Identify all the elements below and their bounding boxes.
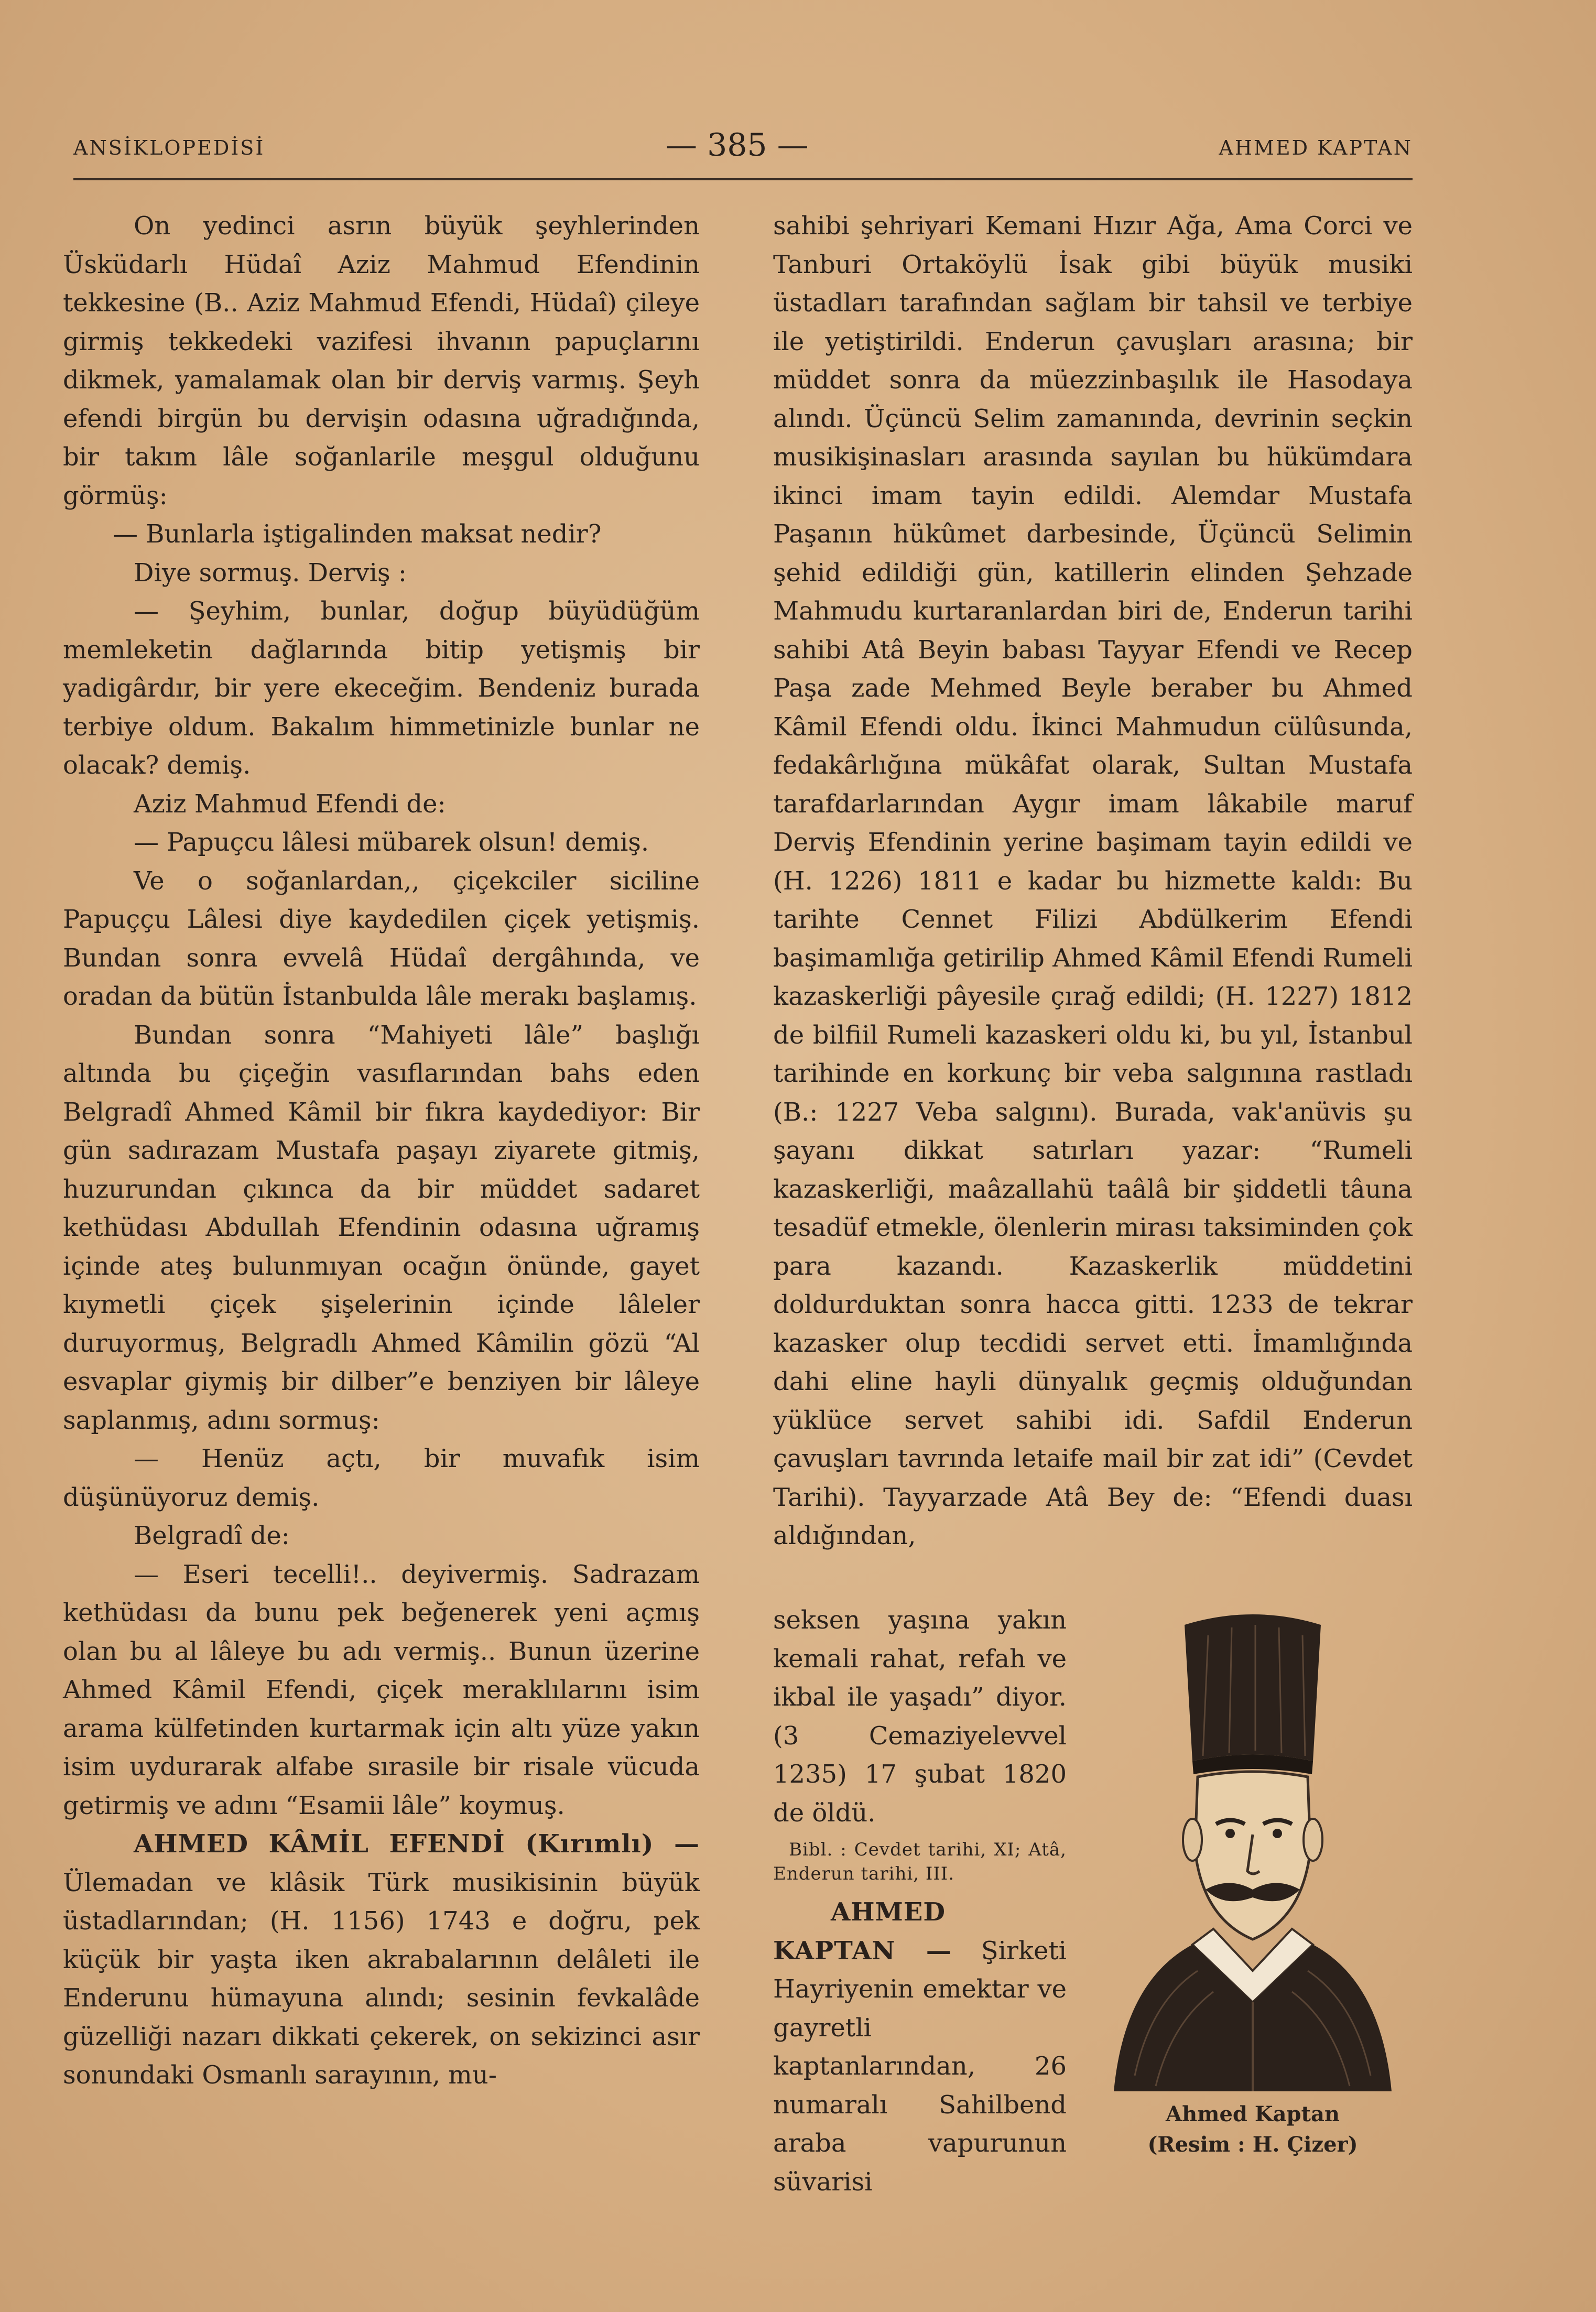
running-header <box>73 127 1413 168</box>
paragraph: On yedinci asrın büyük şeyhlerinden Üsküdarlı Hüdaî Aziz Mahmud Efendinin tekkesine (B.. Aziz Mahmud Efendi, Hüdaî) çileye girmiş tekkedeki vazifesi ihvanın papuçlarını dikmek, yamalamak olan bir derviş varmış. Şeyh efendi birgün bu dervişin odasına uğradığında, bir takım lâle soğanlarile meşgul olduğunu görmüş: <box>63 211 700 511</box>
entry-ahmed-kaptan <box>773 1893 1067 2201</box>
paragraph: — Eseri tecelli!.. deyivermiş. Sadrazam kethüdası da bunu pek beğenerek yeni açmış olan bu al lâleye bu adı vermiş.. Bunun üzerine Ahmed Kâmil Efendi, çiçek meraklılarını isim arama külfetinden kurtarmak için altı yüze yakın isim uydurarak alfabe sırasile bir risale vücuda getirmiş ve adını “Esamii lâle” koymuş. <box>63 1559 700 1820</box>
paragraph: — Şeyhim, bunlar, doğup büyüdüğüm memleketin dağlarında bitip yetişmiş bir yadigârdır, bir yere ekeceğim. Bendeniz burada terbiye oldum. Bakalım himmetinizle bunlar ne olacak? demiş. <box>63 596 700 780</box>
paragraph: — Henüz açtı, bir muvafık isim düşünüyoruz demiş. <box>63 1444 700 1512</box>
header-rule <box>73 178 1413 180</box>
page-number: — 385 — <box>666 127 809 164</box>
bibliography: Bibl. : Cevdet tarihi, XI; Atâ, Enderun tarihi, III. <box>773 1839 1067 1884</box>
right-column <box>773 207 1413 1556</box>
entry-text: Şirketi Hayriyenin emektar ve gayretli kaptanlarından, 26 numaralı Sahilbend araba vapurunun süvarisi <box>773 1936 1067 2197</box>
paragraph: Bundan sonra “Mahiyeti lâle” başlığı altında bu çiçeğin vasıflarından bahs eden Belgradî Ahmed Kâmil bir fıkra kaydediyor: Bir gün sadırazam Mustafa paşayı ziyarete gitmiş, huzurundan çıkınca da bir müddet sadaret kethüdası Abdullah Efendinin odasına uğramış içinde ateş bulunmıyan ocağın önünde, gayet kıymetli çiçek şişelerinin içinde lâleler duruyormuş, Belgradlı Ahmed Kâmilin gözü “Al esvaplar giymiş bir dilber”e benziyen bir lâleye saplanmış, adını sormuş: <box>63 1020 700 1435</box>
paragraph: Belgradî de: <box>134 1521 290 1550</box>
entry-text: Ülemadan ve klâsik Türk musikisinin büyük üstadlarından; (H. 1156) 1743 e doğru, pek küçük bir yaşta iken akrabalarının delâleti ile Enderunu hümayuna alındı; sesinin fevkalâde güzelliği nazarı dikkati çekerek, on sekizinci asır sonundaki Osmanlı sarayının, mu- <box>63 1868 700 2090</box>
entry-title: AHMED KÂMİL EFENDİ (Kırımlı) — <box>134 1829 700 1859</box>
header-left: ANSİKLOPEDİSİ <box>73 136 265 159</box>
left-column <box>63 207 700 2095</box>
entry-title: AHMED KAPTAN — <box>773 1897 952 1966</box>
paragraph: seksen yaşına yakın kemali rahat, refah ve ikbal ile yaşadı” diyor. (3 Cemaziyelevvel 1235) 17 şubat 1820 de öldü. <box>773 1605 1067 1828</box>
paragraph: — Papuçcu lâlesi mübarek olsun! demiş. <box>134 828 649 857</box>
right-narrow-column <box>773 1601 1067 2201</box>
paragraph: Aziz Mahmud Efendi de: <box>134 789 446 819</box>
paragraph: Ve o soğanlardan,, çiçekciler siciline Papuççu Lâlesi diye kaydedilen çiçek yetişmiş. Bundan sonra evvelâ Hüdaî dergâhında, ve oradan da bütün İstanbulda lâle merakı başlamış. <box>63 866 700 1011</box>
portrait-figure <box>1093 1604 1413 2175</box>
caption-credit: (Resim : H. Çizer) <box>1147 2132 1358 2157</box>
caption-name: Ahmed Kaptan <box>1166 2102 1340 2126</box>
paragraph: sahibi şehriyari Kemani Hızır Ağa, Ama Corci ve Tanburi Ortaköylü İsak gibi büyük musiki üstadları tarafından sağlam bir tahsil ve terbiye ile yetiştirildi. Enderun çavuşları arasına; bir müddet sonra da müezzinbaşılık ile Hasodaya alındı. Üçüncü Selim zamanında, devrinin seçkin musikişinasları arasında sayılan bu hükümdara ikinci imam tayin edildi. Alemdar Mustafa Paşanın hükûmet darbesinde, Üçüncü Selimin şehid edildiği gün, katillerin elinden Şehzade Mahmudu kurtaranlardan biri de, Enderun tarihi sahibi Atâ Beyin babası Tayyar Efendi ve Recep Paşa zade Mehmed Beyle beraber bu Ahmed Kâmil Efendi oldu. İkinci Mahmudun cülûsunda, fedakârlığına mükâfat olarak, Sultan Mustafa tarafdarlarından Aygır imam lâkabile maruf Derviş Efendinin yerine başimam tayin edildi ve (H. 1226) 1811 e kadar bu hizmette kaldı: Bu tarihte Cennet Filizi Abdülkerim Efendi başimamlığa getirilip Ahmed Kâmil Efendi Rumeli kazaskerliği pâyesile çırağ edildi; (H. 1227) 1812 de bilfiil Rumeli kazaskeri oldu ki, bu yıl, İstanbul tarihinde en korkunç bir veba salgınına rastladı (B.: 1227 Veba salgını). Burada, vak'anüvis şu şayanı dikkat satırları yazar: “Rumeli kazaskerliği, maâzallahü taâlâ bir şiddetli tâuna tesadüf etmekle, ölenlerin mirası taksiminden çok para kazandı. Kazaskerlik müddetini doldurduktan sonra hacca gitti. 1233 de tekrar kazasker olup tecdidi servet etti. İmamlığında dahi eline hayli dünyalık geçmiş olduğundan yüklüce servet sahibi idi. Safdil Enderun çavuşları tavrında letaife mail bir zat idi” (Cevdet Tarihi). Tayyarzade Atâ Bey de: “Efendi duası aldığından, <box>773 211 1413 1550</box>
paragraph: — Bunlarla iştigalinden maksat nedir? <box>113 519 602 549</box>
paragraph: Diye sormuş. Derviş : <box>134 558 407 588</box>
entry-ahmed-kamil <box>63 1825 700 2095</box>
portrait-engraving-icon <box>1093 1604 1413 2091</box>
portrait-caption <box>1093 2099 1413 2160</box>
header-right: AHMED KAPTAN <box>1219 136 1413 159</box>
